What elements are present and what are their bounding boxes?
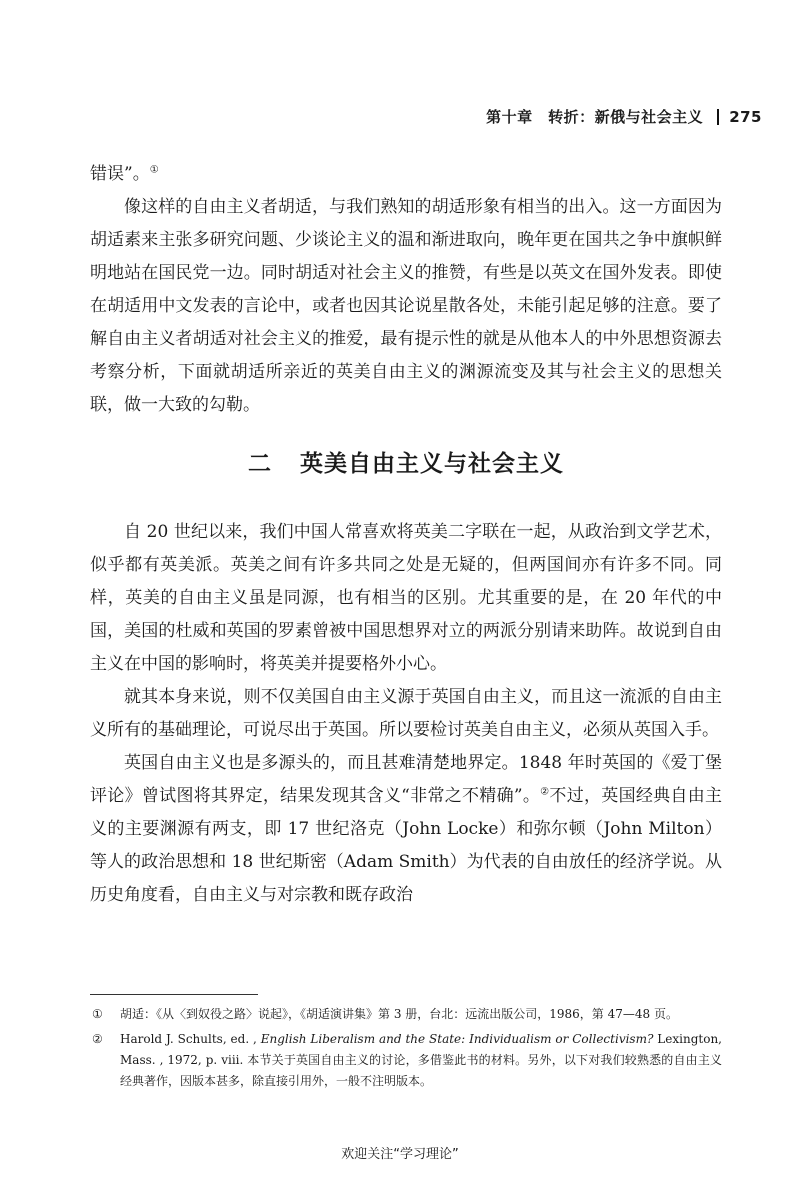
chapter-title: 第十章 转折：新俄与社会主义 <box>486 108 704 126</box>
footnote-mark: ① <box>92 1007 103 1021</box>
main-text <box>90 158 722 912</box>
book-title: English Liberalism and the State: Individualism or Collectivism? <box>260 1032 654 1046</box>
footnote-text: Harold J. Schults, ed. , English Liberalism and the State: Individualism or Collectivism? Lexington, Mass. , 1972, p. viii. 本节关于英国自由主义的讨论，多借鉴此书的材料。另外，以下对我们较熟悉的自由主义经典著作，因版本甚多，除直接引用外，一般不注明版本。 <box>120 1032 722 1088</box>
footnote-ref-1[interactable]: ① <box>149 164 159 176</box>
footnote-1 <box>90 1004 722 1025</box>
footnote-text: 胡适：《从〈到奴役之路〉说起》，《胡适演讲集》第 3 册，台北：远流出版公司，1986，第 47—48 页。 <box>120 1007 678 1021</box>
paragraph: 错误”。① <box>90 164 159 184</box>
paragraph: 自 20 世纪以来，我们中国人常喜欢将英美二字联在一起，从政治到文学艺术，似乎都有英美派。英美之间有许多共同之处是无疑的，但两国间亦有许多不同。同样，英美的自由主义虽是同源，也有相当的区别。尤其重要的是，在 20 年代的中国，美国的杜威和英国的罗素曾被中国思想界对立的两派分别请来助阵。故说到自由主义在中国的影响时，将英美并提要格外小心。 <box>90 522 722 674</box>
footnote-mark: ② <box>92 1032 103 1046</box>
page-number: 275 <box>729 107 762 126</box>
section-title: 英美自由主义与社会主义 <box>300 451 564 477</box>
section-number: 二 <box>248 451 272 477</box>
running-header <box>486 106 762 127</box>
section-heading <box>90 449 722 479</box>
footnote-2 <box>90 1029 722 1092</box>
footnote-ref-2[interactable]: ② <box>540 786 550 798</box>
footer-watermark: 欢迎关注“学习理论” <box>341 1147 459 1162</box>
paragraph: 英国自由主义也是多源头的，而且甚难清楚地界定。1848 年时英国的《爱丁堡评论》曾试图将其界定，结果发现其含义“非常之不精确”。②不过，英国经典自由主义的主要渊源有两支，即 17 世纪洛克（John Locke）和弥尔顿（John Milton）等人的政治思想和 18 世纪斯密（Adam Smith）为代表的自由放任的经济学说。从历史角度看，自由主义与对宗教和既存政治 <box>90 753 723 905</box>
footnote-divider <box>90 994 258 995</box>
footnotes <box>90 1004 722 1096</box>
header-divider <box>717 109 719 125</box>
paragraph: 就其本身来说，则不仅美国自由主义源于英国自由主义，而且这一流派的自由主义所有的基础理论，可说尽出于英国。所以要检讨英美自由主义，必须从英国入手。 <box>90 687 722 740</box>
paragraph: 像这样的自由主义者胡适，与我们熟知的胡适形象有相当的出入。这一方面因为胡适素来主张多研究问题、少谈论主义的温和渐进取向，晚年更在国共之争中旗帜鲜明地站在国民党一边。同时胡适对社会主义的推赞，有些是以英文在国外发表。即使在胡适用中文发表的言论中，或者也因其论说星散各处，未能引起足够的注意。要了解自由主义者胡适对社会主义的推爱，最有提示性的就是从他本人的中外思想资源去考察分析，下面就胡适所亲近的英美自由主义的渊源流变及其与社会主义的思想关联，做一大致的勾勒。 <box>90 197 722 415</box>
